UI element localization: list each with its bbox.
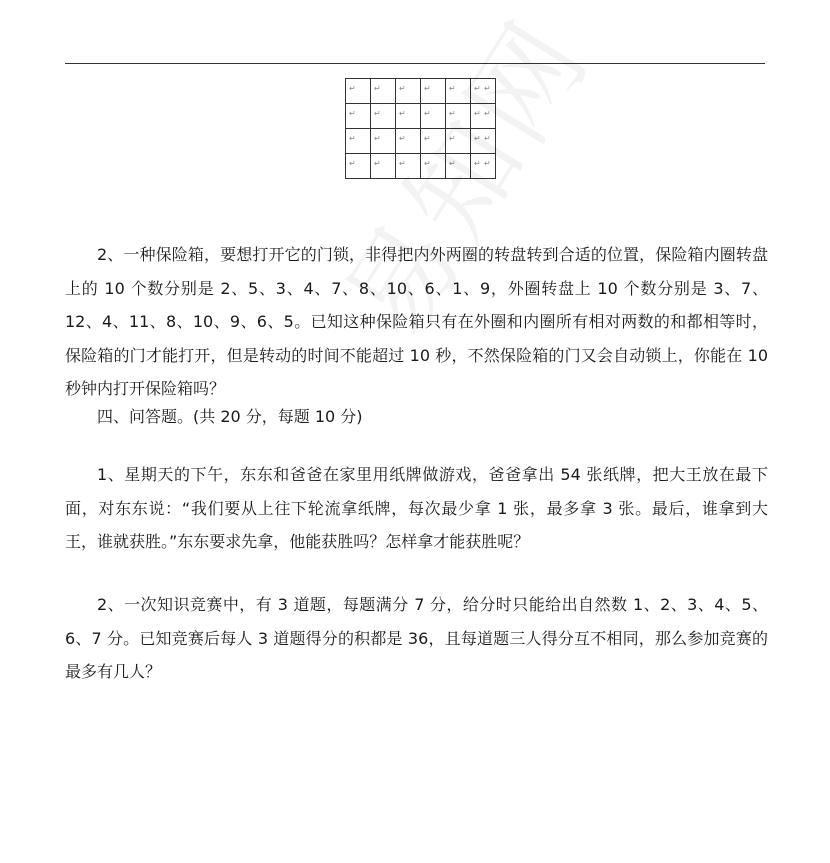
question-1-content: 1、星期天的下午，东东和爸爸在家里用纸牌做游戏，爸爸拿出 54 张纸牌，把大王放在最下面，对东东说：“我们要从上往下轮流拿纸牌，每次最少拿 1 张，最多拿 3 张。最后，谁拿到大王，谁就获胜。”东东要求先拿，他能获胜吗？怎样拿才能获胜呢？ (65, 465, 768, 551)
return-mark-icon: ↵ (399, 134, 406, 143)
header-rule (65, 63, 765, 64)
return-mark-icon: ↵ (424, 84, 431, 93)
return-mark-icon: ↵ (374, 84, 381, 93)
return-mark-icon: ↵ (374, 159, 381, 168)
return-mark-icon: ↵ (474, 84, 481, 93)
grid-cell (371, 79, 396, 104)
row-end-mark-icon: ↵ (484, 84, 491, 93)
grid-cell (371, 104, 396, 129)
return-mark-icon: ↵ (399, 159, 406, 168)
return-mark-icon: ↵ (449, 109, 456, 118)
return-mark-icon: ↵ (424, 134, 431, 143)
grid-cell (346, 104, 371, 129)
return-mark-icon: ↵ (424, 159, 431, 168)
return-mark-icon: ↵ (374, 109, 381, 118)
grid-cell (346, 129, 371, 154)
return-mark-icon: ↵ (349, 159, 356, 168)
question-1-text (65, 458, 768, 559)
section-4-title: 四、问答题。(共 20 分，每题 10 分) (97, 407, 363, 426)
problem-2-text (65, 238, 768, 406)
return-mark-icon: ↵ (474, 159, 481, 168)
return-mark-icon: ↵ (374, 134, 381, 143)
return-mark-icon: ↵ (399, 109, 406, 118)
return-mark-icon: ↵ (449, 159, 456, 168)
return-mark-icon: ↵ (399, 84, 406, 93)
question-2-text (65, 588, 768, 689)
return-mark-icon: ↵ (349, 134, 356, 143)
row-end-mark-icon: ↵ (484, 159, 491, 168)
return-mark-icon: ↵ (349, 109, 356, 118)
return-mark-icon: ↵ (449, 84, 456, 93)
return-mark-icon: ↵ (474, 109, 481, 118)
grid-cell (346, 79, 371, 104)
problem-2-content: 2、一种保险箱，要想打开它的门锁，非得把内外两圈的转盘转到合适的位置，保险箱内圈转盘上的 10 个数分别是 2、5、3、4、7、8、10、6、1、9，外圈转盘上 10 个数分别是 3、7、12、4、11、8、10、9、6、5。已知这种保险箱只有在外圈和内圈所有相对两数的和都相等时，保险箱的门才能打开，但是转动的时间不能超过 10 秒，不然保险箱的门又会自动锁上，你能在 10 秒钟内打开保险箱吗？ (65, 245, 768, 398)
row-end-mark-icon: ↵ (484, 134, 491, 143)
return-mark-icon: ↵ (449, 134, 456, 143)
return-mark-icon: ↵ (424, 109, 431, 118)
return-mark-icon: ↵ (349, 84, 356, 93)
return-mark-icon: ↵ (474, 134, 481, 143)
row-end-mark-icon: ↵ (484, 109, 491, 118)
question-2-content: 2、一次知识竞赛中，有 3 道题，每题满分 7 分，给分时只能给出自然数 1、2、3、4、5、6、7 分。已知竞赛后每人 3 道题得分的积都是 36，且每道题三人得分互不相同，那么参加竞赛的最多有几人？ (65, 595, 768, 681)
